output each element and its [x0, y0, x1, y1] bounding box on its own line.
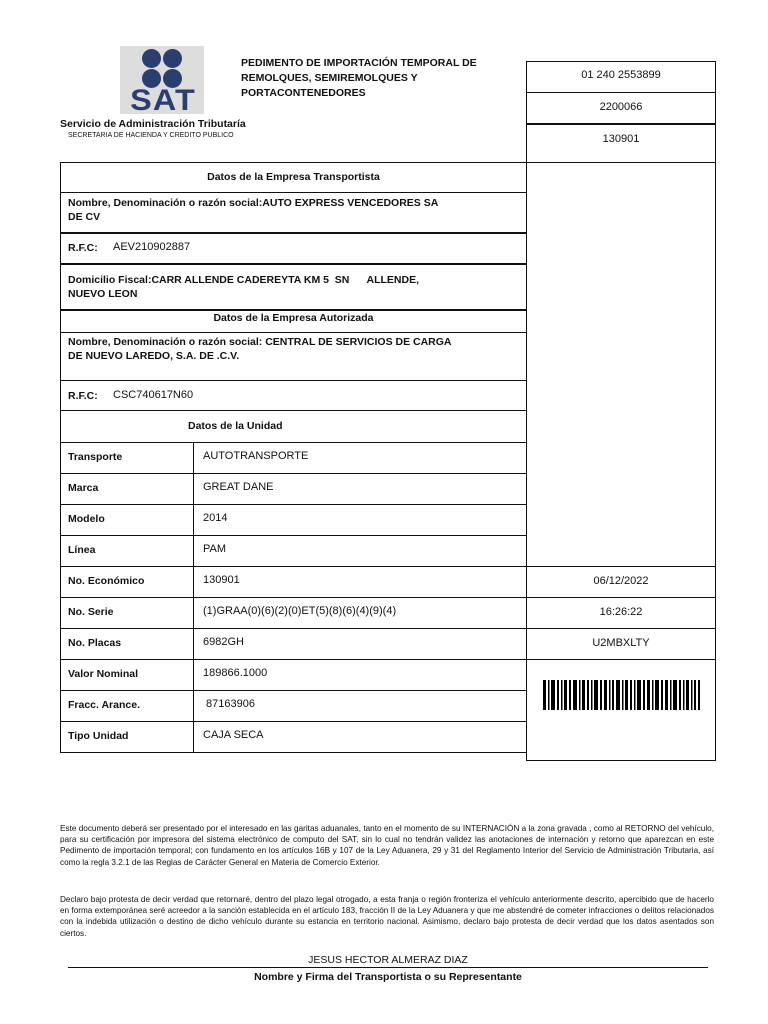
right-column: [526, 61, 716, 761]
logo-wordmark: SAT: [130, 84, 196, 117]
signature-caption: Nombre y Firma del Transportista o su Representante: [254, 971, 522, 983]
unit-number: 130901: [602, 133, 640, 145]
code-value: 2200066: [599, 101, 643, 113]
transportista-rfc-value: AEV210902887: [113, 241, 191, 253]
logo-dot: [163, 49, 182, 68]
table-row: No. Serie (1)GRAA(0)(6)(2)(0)ET(5)(8)(6)(4)(9)(4): [68, 605, 397, 618]
ministry-name: SECRETARIA DE HACIENDA Y CREDITO PUBLICO: [68, 132, 234, 139]
section-title-transportista: Datos de la Empresa Transportista: [207, 171, 380, 183]
transportista-rfc-label: R.F.C:: [68, 242, 98, 254]
legal-paragraph-1: Este documento deberá ser presentado por el interesado en las garitas aduanales, tanto en el momento de su INTERNACIÓN a la zona gravada , como al RETORNO del vehículo, para su certificación por impresora del sistema electrónico de computo del SAT, sin lo cual no tendrán validez las anotaciones de internación y retorno que aparezcan en este Pedimento de importación temporal; con fundamento en los artículos 16B y 107 de la Ley Aduanera, 29 y 31 del Reglamento Interior del Servicio de Administración Tributaria, así como la regla 3.2.1 de las Reglas de Carácter General en Materia de Comercio Exterior.: [60, 824, 714, 867]
sat-logo: [120, 46, 204, 117]
table-row: Transporte AUTOTRANSPORTE: [68, 450, 309, 463]
document-title: PEDIMENTO DE IMPORTACIÓN TEMPORAL DE REMOLQUES, SEMIREMOLQUES Y PORTACONTENEDORES: [241, 57, 477, 99]
legal-paragraph-2: Declaro bajo protesta de decir verdad que retornaré, dentro del plazo legal otrogado, a esta franja o región fronteriza el vehículo anteriormente descrito, apercibido que de hacerlo en forma extemporánea seré acreedor a la sanción establecida en el artículo 183, fracción II de la Ley Aduanera y que me abstendré de cometer infracciones o delitos relacionados con la indebida utilización o destino de dicho vehículo durante su estancia en territorio nacional. Asimismo, declaro bajo protesta de decir verdad que los datos asentados son ciertos.: [60, 895, 714, 938]
table-row: Modelo 2014: [68, 512, 228, 525]
section-title-unidad: Datos de la Unidad: [188, 420, 283, 432]
issue-date: 06/12/2022: [593, 575, 649, 587]
transportista-domicilio: Domicilio Fiscal:CARR ALLENDE CADEREYTA KM 5 SN ALLENDE, NUEVO LEON: [68, 274, 420, 300]
transportista-name: Nombre, Denominación o razón social:AUTO EXPRESS VENCEDORES SA DE CV: [68, 197, 439, 223]
table-row: Línea PAM: [68, 543, 227, 556]
logo-dot: [142, 49, 161, 68]
autorizada-rfc-value: CSC740617N60: [113, 389, 194, 401]
table-row: Tipo Unidad CAJA SECA: [68, 729, 264, 742]
signature-line: [68, 967, 708, 968]
table-row: No. Económico 130901: [68, 574, 240, 587]
auth-code: U2MBXLTY: [592, 637, 650, 649]
barcode-icon: [543, 680, 701, 710]
autorizada-name: Nombre, Denominación o razón social: CENTRAL DE SERVICIOS DE CARGA DE NUEVO LAREDO, S.A. DE .C.V.: [68, 336, 452, 362]
agency-name: Servicio de Administración Tributaría: [60, 118, 246, 130]
signer-name: JESUS HECTOR ALMERAZ DIAZ: [308, 954, 468, 966]
table-row: Marca GREAT DANE: [68, 481, 274, 494]
issue-time: 16:26:22: [599, 606, 643, 618]
table-row: Fracc. Arance. 87163906: [68, 698, 255, 711]
table-row: Valor Nominal 189866.1000: [68, 667, 268, 680]
section-title-autorizada: Datos de la Empresa Autorizada: [213, 312, 374, 324]
table-row: No. Placas 6982GH: [68, 636, 244, 649]
autorizada-rfc-label: R.F.C:: [68, 390, 98, 402]
pedimento-number: 01 240 2553899: [581, 69, 661, 81]
